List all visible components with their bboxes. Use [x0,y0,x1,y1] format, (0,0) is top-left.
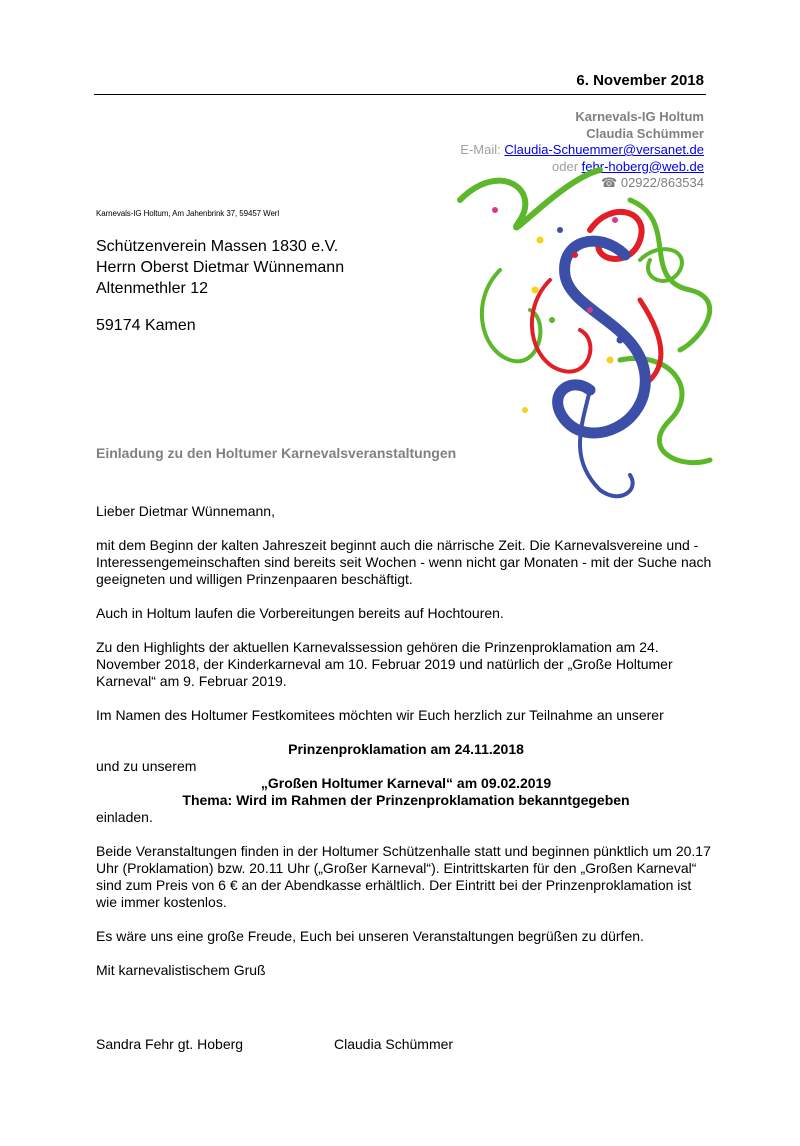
blue-streamer-tail [580,390,633,496]
event-2-theme: Thema: Wird im Rahmen der Prinzenproklamation bekanntgegeben [182,792,630,808]
paragraph-2: Auch in Holtum laufen die Vorbereitungen bereits auf Hochtouren. [96,605,504,621]
invite-text: einladen. [96,809,153,825]
recipient-line-3: Altenmethler 12 [96,280,209,297]
salutation: Lieber Dietmar Wünnemann, [96,503,275,519]
header-rule [94,94,706,95]
paragraph-3: Zu den Highlights der aktuellen Karnevalssession gehören die Prinzenproklamation am 24. November 2018, der Kinderkarneval am 10. Februar 2019 und natürlich der „Große Holtumer Karneval“ am 9. Februar 2019. [96,639,673,689]
email-label: E-Mail: [460,142,501,157]
paragraph-5: Beide Veranstaltungen finden in der Holtumer Schützenhalle statt und beginnen pünktlich um 20.17 Uhr (Proklamation) bzw. 20.11 Uhr („Großer Karneval“). Eintrittskarten für den „Großen Karneval“ sind zum Preis von 6 € an der Abendkasse erhältlich. Der Eintritt bei der Prinzenproklamation ist wie immer kostenlos. [96,843,711,910]
event-2-title: „Großen Holtumer Karneval“ am 09.02.2019 [260,775,552,791]
alt-email-link[interactable]: fehr-hoberg@web.de [581,158,704,174]
recipient-line-4: 59174 Kamen [96,317,196,334]
connector-text: und zu unserem [96,758,197,774]
letter-body [96,503,716,979]
recipient-line-2: Herrn Oberst Dietmar Wünnemann [96,259,345,276]
closing: Mit karnevalistischem Gruß [96,962,266,978]
paragraph-6: Es wäre uns eine große Freude, Euch bei unseren Veranstaltungen begrüßen zu dürfen. [96,928,644,944]
sender-phone: 02922/863534 [620,175,704,190]
recipient-address [96,236,344,336]
sender-name: Claudia Schümmer [586,125,704,141]
event-1-title: Prinzenproklamation am 24.11.2018 [288,741,524,757]
paragraph-4: Im Namen des Holtumer Festkomitees möchten wir Euch herzlich zur Teilnahme an unserer [96,707,664,723]
blue-s-ribbon [558,241,646,433]
letter-subject: Einladung zu den Holtumer Karnevalsveranstaltungen [96,445,457,461]
sender-org: Karnevals-IG Holtum [575,109,704,124]
green-streamer-top [460,170,600,227]
recipient-line-1: Schützenverein Massen 1830 e.V. [96,238,339,255]
alt-email-label: oder [552,158,579,174]
paragraph-1: mit dem Beginn der kalten Jahreszeit beginnt auch die närrische Zeit. Die Karnevalsvereine und -Interessengemeinschaften sind bereits seit Wochen - wenn nicht gar Monaten - mit der Suche nach geeigneten und willigen Prinzenpaaren beschäftigt. [96,537,712,587]
return-address-line: Karnevals-IG Holtum, Am Jahenbrink 37, 59457 Werl [96,209,280,218]
letter-date: 6. November 2018 [576,72,704,89]
signature-1: Sandra Fehr gt. Hoberg [96,1036,244,1052]
signatures [96,1036,454,1052]
signature-2: Claudia Schümmer [334,1036,454,1052]
phone-icon: ☎ [601,175,618,190]
carnival-streamers-logo [440,160,730,510]
email-link[interactable]: Claudia-Schuemmer@versanet.de [504,142,704,157]
sender-email-line [460,142,704,159]
